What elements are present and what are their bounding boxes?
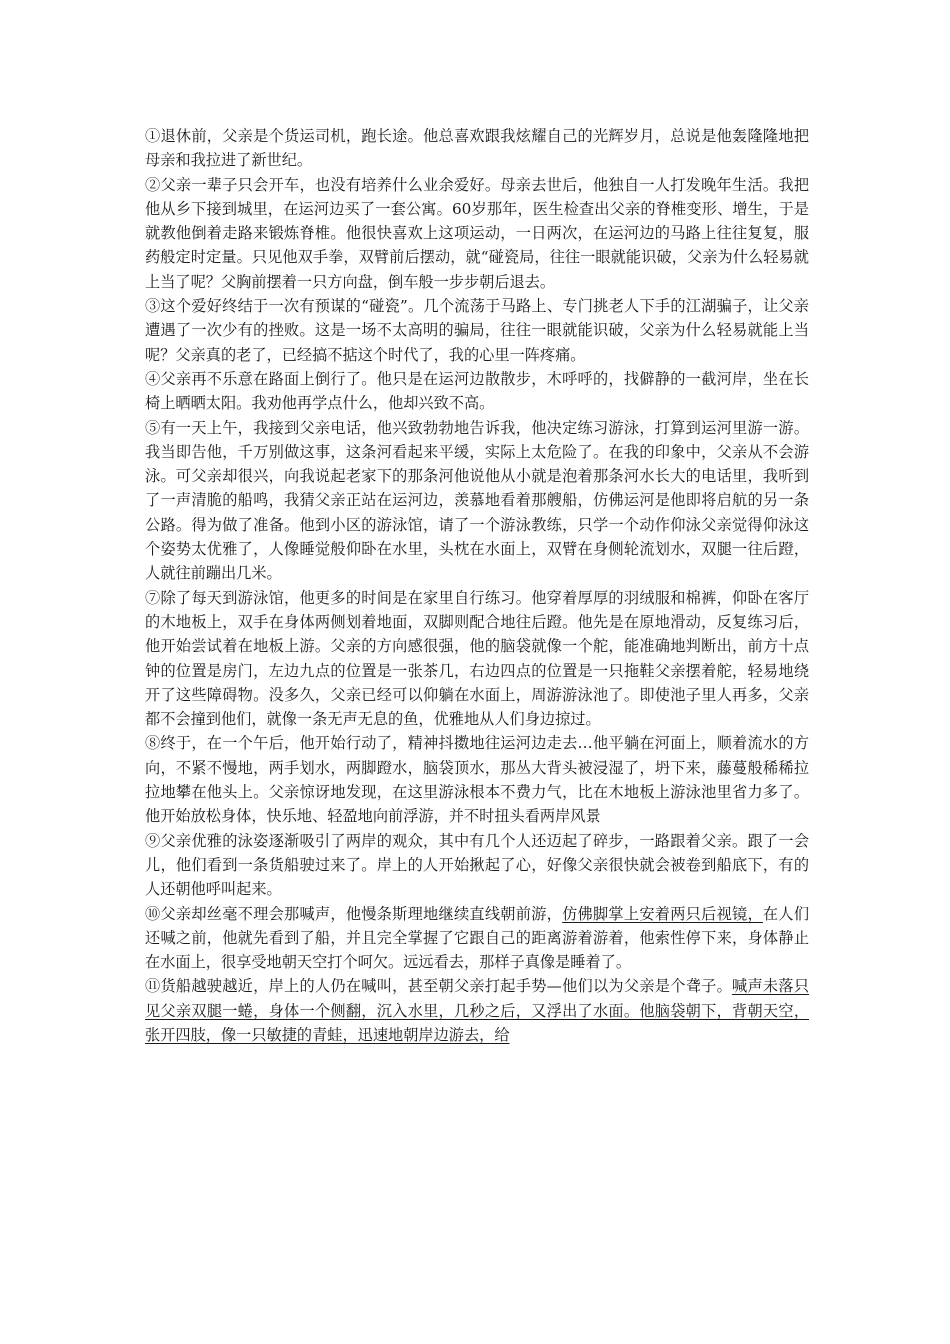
paragraph-5 [145,416,809,586]
paragraph-text: ①退休前，父亲是个货运司机，跑长途。他总喜欢跟我炫耀自己的光辉岁月，总说是他轰隆隆地把母亲和我拉进了新世纪。 [145,127,809,170]
underlined-sentence: 喊声未落只见父亲双腿一蜷，身体一个侧翻，沉入水里，几秒之后，又浮出了水面。他脑袋朝下，背朝天空，张开四肢，像一只敏捷的青蛙，迅速地朝岸边游去，给 [145,977,810,1044]
paragraph-text: ④父亲再不乐意在路面上倒行了。他只是在运河边散散步，木呼呼的，找僻静的一截河岸，坐在长椅上晒晒太阳。我劝他再学点什么，他却兴致不高。 [145,369,809,413]
paragraph-9 [145,829,809,902]
underlined-sentence: 仿佛脚掌上安着两只后视镜， [562,904,763,923]
paragraph-8 [145,731,809,828]
paragraph-3 [145,294,809,367]
paragraph-text: 在人们还喊之前，他就先看到了船，并且完全掌握了它跟自己的距离游着游着，他索性停下来，身体静止在水面上，很享受地朝天空打个呵欠。远远看去，那样子真像是睡着了。 [145,904,810,972]
paragraph-text: ⑨父亲优雅的泳姿逐渐吸引了两岸的观众，其中有几个人还迈起了碎步，一路跟着父亲。跟了一会儿，他们看到一条货船驶过来了。岸上的人开始揪起了心，好像父亲很快就会被卷到船底下，有的人还朝他呼叫起来。 [145,831,809,899]
paragraph-4 [145,367,809,416]
paragraph-text: ⑧终于，在一个午后，他开始行动了，精神抖擞地往运河边走去…他平躺在河面上，顺着流水的方向，不紧不慢地，两手划水，两脚蹬水，脑袋顶水，那丛大背头被浸湿了，坍下来，藤蔓般稀稀拉拉地攀在他头上。父亲惊讶地发现，在这里游泳根本不费力气，比在木地板上游泳池里省力多了。他开始放松身体，快乐地、轻盈地向前浮游，并不时扭头看两岸风景 [145,734,809,826]
paragraph-7 [145,586,809,732]
article-body [145,124,809,1047]
paragraph-text: ③这个爱好终结于一次有预谋的“碰瓷”。几个流荡于马路上、专门挑老人下手的江湖骗子，让父亲遭遇了一次少有的挫败。这是一场不太高明的骗局，往往一眼就能识破，父亲为什么轻易就能上当呢？父亲真的老了，已经搞不掂这个时代了，我的心里一阵疼痛。 [145,297,809,364]
paragraph-text: ②父亲一辈子只会开车，也没有培养什么业余爱好。母亲去世后，他独自一人打发晚年生活。我把他从乡下接到城里，在运河边买了一套公寓。60岁那年，医生检查出父亲的脊椎变形、增生，于是就教他倒着走路来锻炼脊椎。他很快喜欢上这项运动，一日两次，在运河边的马路上往往复复，服药般定时定量。只见他双手拳，双臂前后摆动，就“碰瓷局，往往一眼就能识破，父亲为什么轻易就上当了呢？父胸前摆着一只方向盘，倒车般一步步朝后退去。 [145,175,809,291]
paragraph-text: ⑩父亲却丝毫不理会那喊声，他慢条斯理地继续直线朝前游， [145,904,563,923]
paragraph-11 [145,974,809,1047]
paragraph-text: ⑦除了每天到游泳馆，他更多的时间是在家里自行练习。他穿着厚厚的羽绒服和棉裤，仰卧在客厅的木地板上，双手在身体两侧划着地面，双脚则配合地往后蹬。他先是在原地滑动，反复练习后，他开始尝试着在地板上游。父亲的方向感很强，他的脑袋就像一个舵，能准确地判断出，前方十点钟的位置是房门，左边九点的位置是一张茶几，右边四点的位置是一只拖鞋父亲摆着舵，轻易地绕开了这些障碍物。没多久，父亲已经可以仰躺在水面上，周游游泳池了。即使池子里人再多，父亲都不会撞到他们，就像一条无声无息的鱼，优雅地从人们身边掠过。 [145,588,809,729]
paragraph-1 [145,124,809,173]
paragraph-10 [145,902,809,975]
paragraph-text: ⑤有一天上午，我接到父亲电话，他兴致勃勃地告诉我，他决定练习游泳，打算到运河里游一游。我当即告他，千万别做这事，这条河看起来平缓，实际上太危险了。在我的印象中，父亲从不会游泳。可父亲却很兴，向我说起老家下的那条河他说他从小就是泡着那条河水长大的电话里，我听到了一声清脆的船鸣，我猜父亲正站在运河边，羡慕地看着那艘船，仿佛运河是他即将启航的另一条公路。得为做了准备。他到小区的游泳馆，请了一个游泳教练，只学一个动作仰泳父亲觉得仰泳这个姿势太优雅了，人像睡觉般仰卧在水里，头枕在水面上，双臂在身侧轮流划水，双腿一往后蹬，人就往前蹦出几米。 [145,418,809,583]
paragraph-2 [145,173,809,294]
paragraph-text: ⑪货船越驶越近，岸上的人仍在喊叫，甚至朝父亲打起手势—他们以为父亲是个聋子。 [145,977,733,996]
